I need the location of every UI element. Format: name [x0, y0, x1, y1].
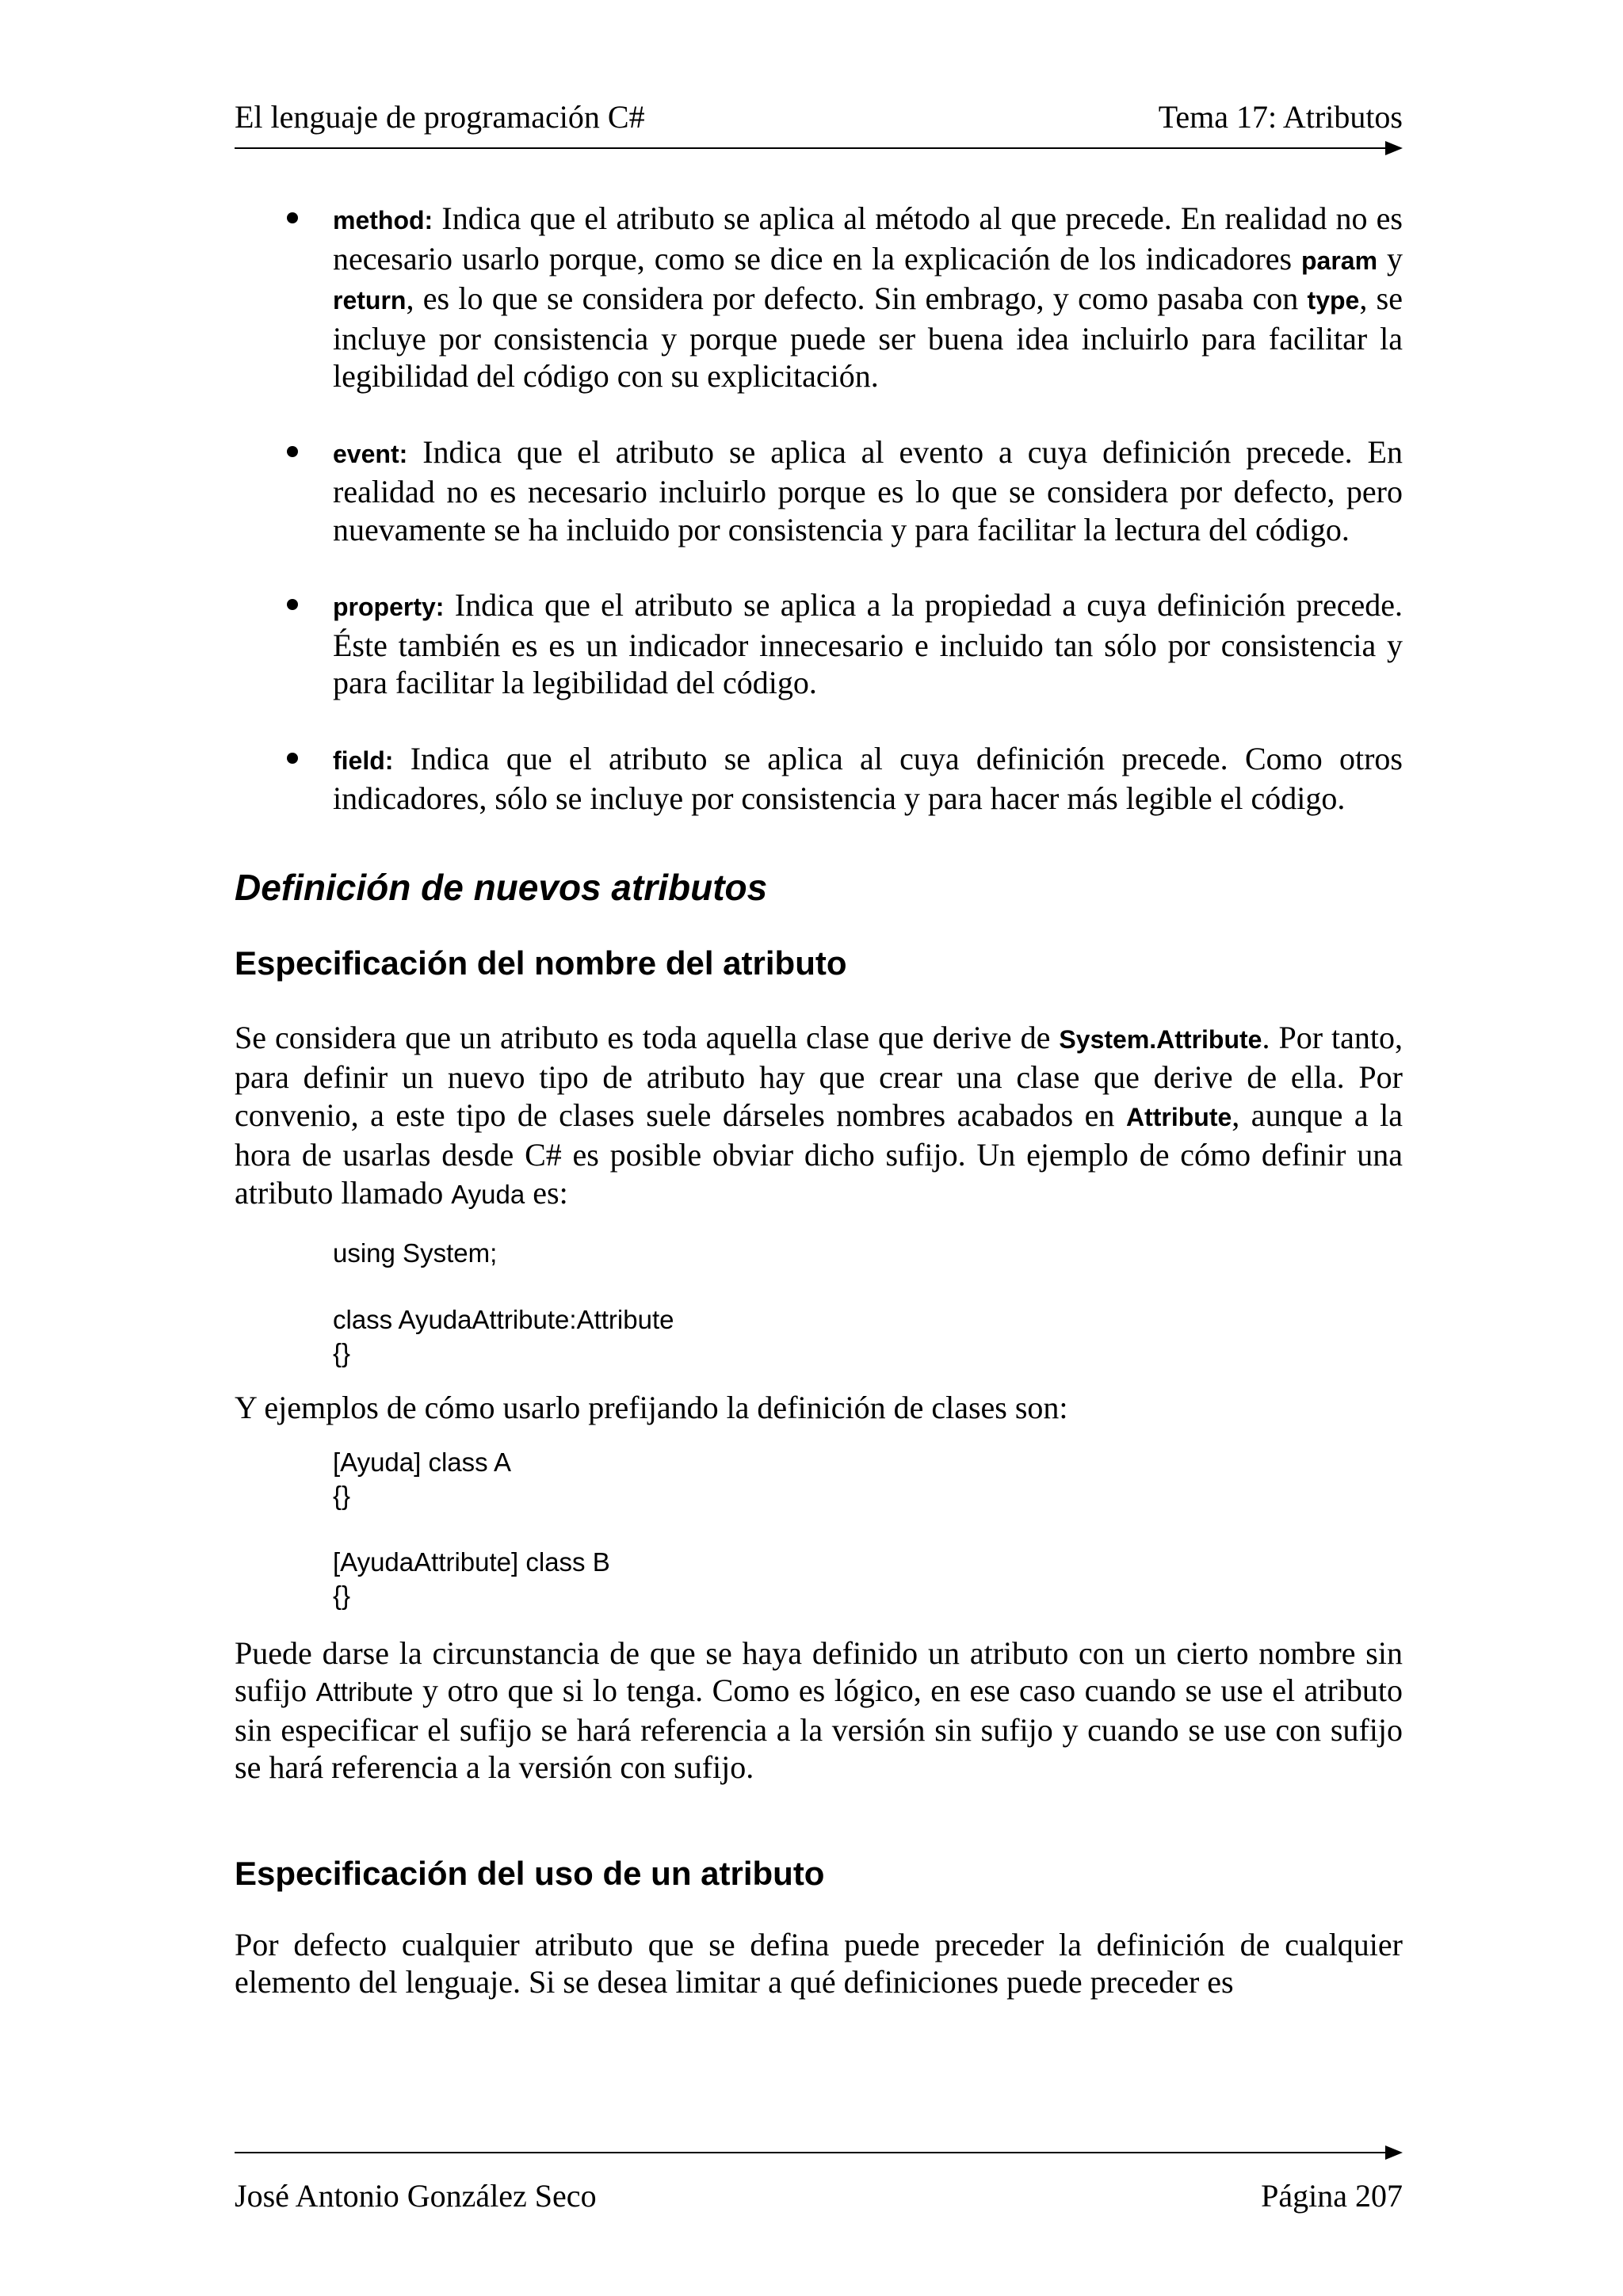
page-header [235, 97, 1403, 137]
subsection-title-usage: Especificación del uso de un atributo [235, 1854, 825, 1892]
subsection-title-name: Especificación del nombre del atributo [235, 944, 847, 982]
arrow-right-icon [1385, 2145, 1403, 2160]
inline-keyword: param [1301, 246, 1378, 275]
bullet-icon [287, 753, 298, 764]
footer-rule [235, 2145, 1403, 2161]
inline-keyword: Attribute [1125, 1102, 1232, 1131]
header-book-title: El lenguaje de programación C# [235, 99, 645, 135]
inline-code: Ayuda [451, 1179, 525, 1209]
target-indicator-list [235, 200, 1403, 818]
list-item-text: Indica que el atributo se aplica al evento a cuya definición precede. En realidad no es necesario incluirlo porque es lo que se considera por defecto, pero nuevamente se ha incluido por consistencia y para facilitar la lectura del código. [333, 433, 1403, 547]
code-line: [AyudaAttribute] class B [333, 1547, 610, 1577]
inline-keyword: System.Attribute [1059, 1024, 1262, 1054]
code-line [333, 1512, 1403, 1546]
code-line: {} [333, 1480, 351, 1510]
bullet-icon [287, 599, 298, 610]
list-item-text: y [1377, 240, 1403, 277]
list-item-text: , se incluye por consistencia y porque puede ser buena idea incluirlo para facilitar la legibilidad del código con su explicitación. [333, 280, 1403, 394]
indicator-keyword: field: [333, 746, 394, 775]
indicator-keyword: event: [333, 439, 408, 468]
paragraph: Se considera que un atributo es toda aquella clase que derive de System.Attribute. Por tanto, para definir un nuevo tipo de atributo hay que crear una clase que derive de ella. Por convenio, a este tipo de clases suele dárseles nombres acabados en Attribute, aunque a la hora de usarlas desde C# es posible obviar dicho sufijo. Un ejemplo de cómo definir una atributo llamado Ayuda es: [235, 1019, 1403, 1211]
bullet-icon [287, 446, 298, 457]
code-line: class AyudaAttribute:Attribute [333, 1305, 674, 1334]
inline-keyword: return [333, 286, 407, 315]
paragraph: Por defecto cualquier atributo que se defina puede preceder la definición de cualquier elemento del lenguaje. Si se desea limitar a qué definiciones puede preceder es [235, 1926, 1403, 2000]
list-item-text: Indica que el atributo se aplica a la propiedad a cuya definición precede. Éste también es es un indicador innecesario e incluido tan sólo por consistencia y para facilitar la legibilidad del código. [333, 587, 1403, 700]
inline-keyword: type [1307, 286, 1360, 315]
indicator-keyword: method: [333, 206, 433, 235]
code-block-usage [235, 1446, 1403, 1612]
code-line: {} [333, 1580, 351, 1610]
list-item-text: Indica que el atributo se aplica al cuya definición precede. Como otros indicadores, sólo se incluye por consistencia y para hacer más legible el código. [333, 740, 1403, 816]
page-footer [235, 2176, 1403, 2216]
header-rule [235, 140, 1403, 156]
list-item [235, 200, 1403, 395]
paragraph: Y ejemplos de cómo usarlo prefijando la definición de clases son: [235, 1390, 1068, 1425]
bullet-icon [287, 212, 298, 223]
footer-page-number: Página 207 [1261, 2178, 1403, 2214]
footer-author: José Antonio González Seco [235, 2178, 597, 2214]
list-item-text: , es lo que se considera por defecto. Sin embrago, y como pasaba con [406, 280, 1308, 316]
code-line: {} [333, 1338, 351, 1367]
code-block-definition [235, 1237, 1403, 1370]
section-title: Definición de nuevos atributos [235, 866, 768, 908]
list-item [235, 433, 1403, 549]
page-content [235, 200, 1403, 2001]
header-chapter: Tema 17: Atributos [1158, 99, 1403, 135]
arrow-right-icon [1385, 141, 1403, 155]
code-line: [Ayuda] class A [333, 1447, 512, 1477]
list-item [235, 586, 1403, 702]
code-line: using System; [333, 1238, 498, 1268]
list-item-text: Indica que el atributo se aplica al método al que precede. En realidad no es necesario usarlo porque, como se dice en la explicación de los indicadores [333, 200, 1403, 277]
inline-code: Attribute [315, 1677, 414, 1707]
indicator-keyword: property: [333, 593, 445, 621]
paragraph: Puede darse la circunstancia de que se haya definido un atributo con un cierto nombre sin sufijo Attribute y otro que si lo tenga. Como es lógico, en ese caso cuando se use el atributo sin especificar el sufijo se hará referencia a la versión sin sufijo y cuando se use con sufijo se hará referencia a la versión con sufijo. [235, 1634, 1403, 1785]
code-line [333, 1270, 1403, 1303]
list-item [235, 740, 1403, 818]
